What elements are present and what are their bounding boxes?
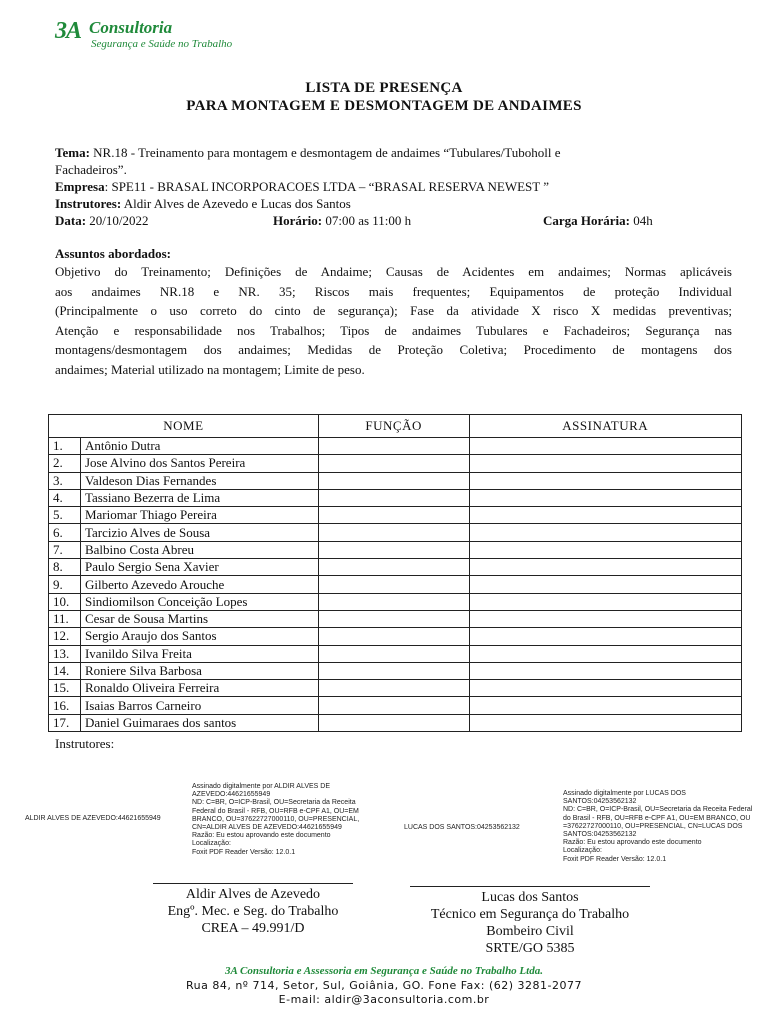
instructor-registration: CREA – 49.991/D — [201, 921, 305, 936]
row-assinatura — [469, 507, 742, 524]
row-number: 17. — [49, 714, 81, 731]
row-number: 8. — [49, 559, 81, 576]
row-funcao — [318, 438, 469, 455]
row-funcao — [318, 645, 469, 662]
row-name: Ronaldo Oliveira Ferreira — [80, 680, 318, 697]
assuntos-line: Atenção e responsabilidade nos Trabalhos; Tipos de andaimes Tubulares e Fachadeiros; Segurança nas — [55, 322, 732, 338]
table-row — [49, 576, 742, 593]
row-funcao — [318, 628, 469, 645]
row-number: 15. — [49, 680, 81, 697]
row-funcao — [318, 455, 469, 472]
table-row — [49, 697, 742, 714]
row-funcao — [318, 714, 469, 731]
logo-name: Consultoria — [89, 18, 173, 37]
table-row — [49, 507, 742, 524]
assuntos-line: Objetivo do Treinamento; Definições de Andaime; Causas de Acidentes em andaimes; Normas aplicáveis — [55, 264, 732, 279]
signature-text-line: Razão: Eu estou aprovando este documento — [563, 839, 702, 847]
row-funcao — [318, 662, 469, 679]
row-name: Daniel Guimaraes dos santos — [80, 714, 318, 731]
row-number: 9. — [49, 576, 81, 593]
signature-text-line: SANTOS:04253562132 — [563, 798, 637, 806]
row-name: Antônio Dutra — [80, 438, 318, 455]
row-assinatura — [469, 680, 742, 697]
row-name: Sergio Araujo dos Santos — [80, 628, 318, 645]
logo-tagline: Segurança e Saúde no Trabalho — [91, 38, 233, 50]
footer-address: Rua 84, nº 714, Setor, Sul, Goiânia, GO. Fone Fax: (62) 3281-2077 — [185, 979, 583, 992]
assuntos-text — [55, 262, 732, 379]
row-number: 11. — [49, 610, 81, 627]
row-number: 7. — [49, 541, 81, 558]
row-assinatura — [469, 662, 742, 679]
table-row — [49, 645, 742, 662]
row-funcao — [318, 576, 469, 593]
tema-value: NR.18 - Treinamento para montagem e desmontagem de andaimes “Tubulares/Tuboholl e — [93, 145, 561, 160]
row-funcao — [318, 489, 469, 506]
row-name: Tassiano Bezerra de Lima — [80, 489, 318, 506]
assuntos-line: andaimes; Material utilizado na montagem; Limite de peso. — [55, 361, 365, 377]
attendance-table — [48, 414, 742, 732]
row-name: Cesar de Sousa Martins — [80, 610, 318, 627]
row-number: 12. — [49, 628, 81, 645]
digital-signature-aldir — [192, 783, 382, 857]
header-funcao: FUNÇÃO — [318, 415, 469, 438]
signature-text-line: Localização: — [563, 847, 602, 855]
data-label: Data: — [55, 213, 87, 228]
row-name: Ivanildo Silva Freita — [80, 645, 318, 662]
table-row — [49, 628, 742, 645]
row-name: Roniere Silva Barbosa — [80, 662, 318, 679]
carga-line — [543, 212, 733, 229]
row-number: 10. — [49, 593, 81, 610]
row-number: 4. — [49, 489, 81, 506]
row-assinatura — [469, 714, 742, 731]
row-assinatura — [469, 593, 742, 610]
digital-signature-lucas — [563, 790, 763, 864]
row-assinatura — [469, 524, 742, 541]
tema-line — [55, 144, 735, 161]
row-assinatura — [469, 576, 742, 593]
row-assinatura — [469, 472, 742, 489]
row-name: Sindiomilson Conceição Lopes — [80, 593, 318, 610]
instructor-name: Lucas dos Santos — [481, 890, 579, 905]
footer-company: 3A Consultoria e Assessoria em Segurança e Saúde no Trabalho Ltda. — [225, 965, 543, 977]
assuntos-line: (Principalmente o uso correto do cinto de segurança); Fase da atividade X risco X medidas preventivas; — [55, 303, 732, 318]
row-number: 16. — [49, 697, 81, 714]
row-name: Valdeson Dias Fernandes — [80, 472, 318, 489]
signature-text-line: =37622727000110, OU=PRESENCIAL, CN=LUCAS DOS — [563, 822, 743, 830]
signature-text-line: Foxit PDF Reader Versão: 12.0.1 — [192, 848, 296, 856]
table-row — [49, 455, 742, 472]
row-funcao — [318, 680, 469, 697]
carga-value: 04h — [633, 213, 653, 228]
tema-line-2: Fachadeiros”. — [55, 162, 127, 177]
table-row — [49, 662, 742, 679]
instructor-role: Bombeiro Civil — [486, 924, 574, 939]
row-name: Paulo Sergio Sena Xavier — [80, 559, 318, 576]
signature-text-line: ND: C=BR, O=ICP-Brasil, OU=Secretaria da Receita Federal — [563, 806, 753, 814]
row-name: Jose Alvino dos Santos Pereira — [80, 455, 318, 472]
instructor-lucas-block — [400, 889, 660, 957]
row-assinatura — [469, 697, 742, 714]
assuntos-label: Assuntos abordados: — [55, 246, 171, 261]
row-number: 6. — [49, 524, 81, 541]
page-subtitle: PARA MONTAGEM E DESMONTAGEM DE ANDAIMES — [186, 98, 582, 114]
instructor-name: Aldir Alves de Azevedo — [185, 887, 321, 902]
row-number: 1. — [49, 438, 81, 455]
table-row — [49, 524, 742, 541]
row-name: Mariomar Thiago Pereira — [80, 507, 318, 524]
logo-mark: 3A — [55, 18, 82, 44]
row-assinatura — [469, 438, 742, 455]
signature-text-line: Assinado digitalmente por LUCAS DOS — [563, 790, 686, 797]
row-assinatura — [469, 489, 742, 506]
header-assinatura: ASSINATURA — [469, 415, 742, 438]
company-logo — [55, 18, 275, 54]
row-assinatura — [469, 455, 742, 472]
row-name: Balbino Costa Abreu — [80, 541, 318, 558]
instructor-title: Técnico em Segurança do Trabalho — [430, 907, 630, 922]
instrutores-value: Aldir Alves de Azevedo e Lucas dos Santos — [123, 196, 351, 211]
signature-text-line: AZEVEDO:44621655949 — [192, 791, 271, 799]
tema-label: Tema: — [55, 145, 90, 160]
horario-value: 07:00 as 11:00 h — [325, 213, 412, 228]
data-value: 20/10/2022 — [89, 213, 149, 228]
empresa-label: Empresa — [55, 179, 105, 194]
table-row — [49, 489, 742, 506]
row-funcao — [318, 541, 469, 558]
horario-label: Horário: — [273, 213, 323, 228]
signature-text-line: Razão: Eu estou aprovando este documento — [192, 832, 331, 840]
row-name: Tarcizio Alves de Sousa — [80, 524, 318, 541]
row-assinatura — [469, 628, 742, 645]
instrutores-line — [55, 195, 735, 212]
table-row — [49, 559, 742, 576]
row-funcao — [318, 593, 469, 610]
table-row — [49, 593, 742, 610]
row-funcao — [318, 524, 469, 541]
row-funcao — [318, 472, 469, 489]
row-assinatura — [469, 645, 742, 662]
instructor-aldir-block — [143, 886, 363, 937]
table-row — [49, 680, 742, 697]
assuntos-line: montagens/desmontagem dos andaimes; Medidas de Proteção Coletiva; Procedimento de montagens dos — [55, 342, 732, 357]
signature-name-lucas: LUCAS DOS SANTOS:04253562132 — [404, 824, 520, 831]
table-row — [49, 541, 742, 558]
row-number: 13. — [49, 645, 81, 662]
signature-text-line: Assinado digitalmente por ALDIR ALVES DE — [192, 783, 331, 790]
page-title: LISTA DE PRESENÇA — [305, 80, 463, 96]
row-funcao — [318, 697, 469, 714]
carga-label: Carga Horária: — [543, 213, 631, 228]
row-number: 3. — [49, 472, 81, 489]
row-number: 5. — [49, 507, 81, 524]
row-name: Gilberto Azevedo Arouche — [80, 576, 318, 593]
signature-text-line: Federal do Brasil - RFB, OU=RFB e-CPF A1, OU=EM — [192, 807, 359, 815]
assuntos-heading — [55, 245, 735, 262]
row-funcao — [318, 559, 469, 576]
signature-name-aldir: ALDIR ALVES DE AZEVEDO:44621655949 — [25, 815, 161, 822]
row-assinatura — [469, 541, 742, 558]
table-row — [49, 438, 742, 455]
instrutores-footer-label: Instrutores: — [55, 736, 115, 751]
horario-line — [273, 212, 523, 229]
table-row — [49, 472, 742, 489]
signature-line-lucas — [410, 886, 650, 887]
row-funcao — [318, 610, 469, 627]
signature-text-line: CN=ALDIR ALVES DE AZEVEDO:44621655949 — [192, 824, 342, 832]
row-number: 2. — [49, 455, 81, 472]
instructor-title: Engº. Mec. e Seg. do Trabalho — [167, 904, 339, 919]
row-funcao — [318, 507, 469, 524]
table-row — [49, 714, 742, 731]
row-number: 14. — [49, 662, 81, 679]
signature-text-line: do Brasil - RFB, OU=RFB e-CPF A1, OU=EM BRANCO, OU — [563, 814, 751, 822]
attendance-body — [49, 438, 742, 732]
empresa-line — [55, 178, 735, 195]
row-assinatura — [469, 610, 742, 627]
signature-text-line: BRANCO, OU=37622727000110, OU=PRESENCIAL, — [192, 815, 360, 823]
signature-text-line: SANTOS:04253562132 — [563, 831, 637, 839]
assuntos-line: aos andaimes NR.18 e NR. 35; Riscos mais frequentes; Equipamentos de proteção Individual — [55, 283, 732, 299]
header-nome: NOME — [49, 415, 319, 438]
signature-text-line: Foxit PDF Reader Versão: 12.0.1 — [563, 855, 667, 863]
row-assinatura — [469, 559, 742, 576]
table-row — [49, 610, 742, 627]
footer-email: E-mail: aldir@3aconsultoria.com.br — [278, 993, 490, 1006]
row-name: Isaias Barros Carneiro — [80, 697, 318, 714]
instructor-registration: SRTE/GO 5385 — [485, 941, 575, 956]
table-header-row — [49, 415, 742, 438]
signature-text-line: Localização: — [192, 840, 231, 848]
empresa-value: : SPE11 - BRASAL INCORPORACOES LTDA – “BRASAL RESERVA NEWEST ” — [104, 179, 549, 194]
signature-line-aldir — [153, 883, 353, 884]
instrutores-label: Instrutores: — [55, 196, 122, 211]
signature-text-line: ND: C=BR, O=ICP-Brasil, OU=Secretaria da Receita — [192, 799, 356, 807]
